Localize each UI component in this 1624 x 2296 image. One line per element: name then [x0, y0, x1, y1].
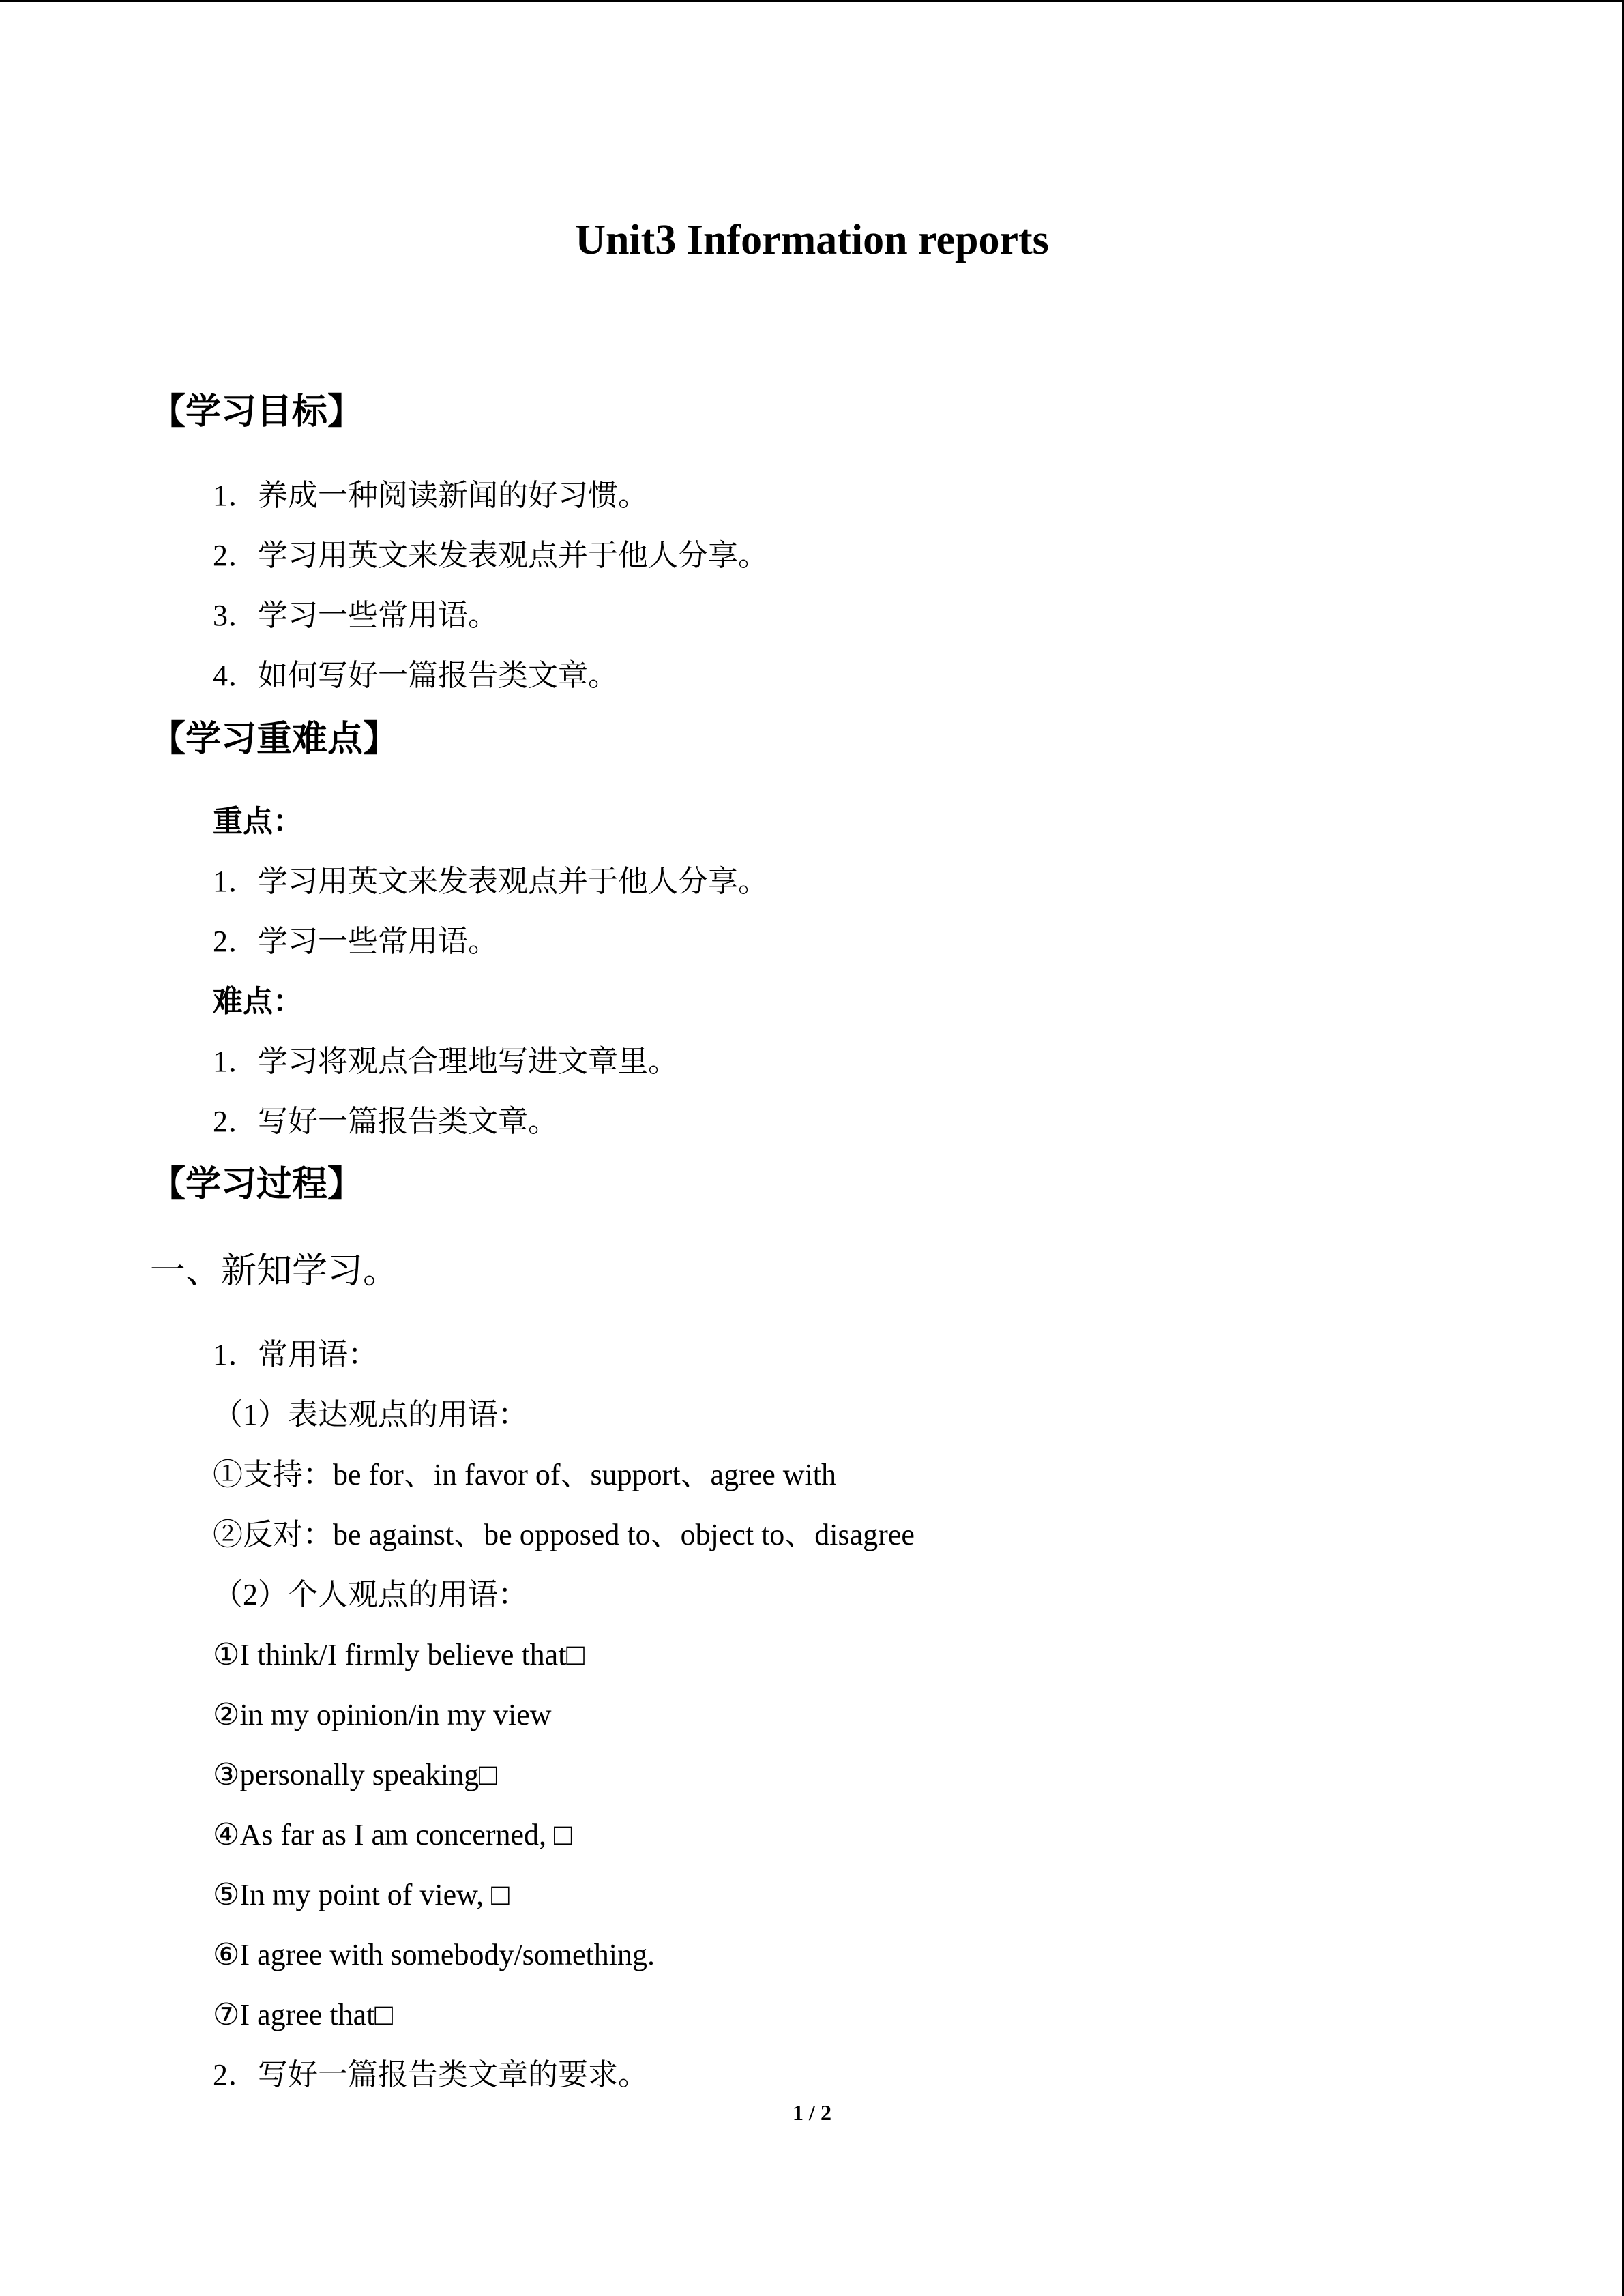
focus-item: 2．学习一些常用语。 [213, 925, 498, 958]
phrase-line: ⑤In my point of view, □ [213, 1878, 510, 1911]
goal-item: 2．学习用英文来发表观点并于他人分享。 [213, 539, 768, 572]
phrase-line: ②in my opinion/in my view [213, 1698, 552, 1731]
focus-item: 1．学习用英文来发表观点并于他人分享。 [213, 865, 768, 898]
goal-item: 4．如何写好一篇报告类文章。 [213, 659, 618, 692]
phrase-line: ③personally speaking□ [213, 1758, 497, 1791]
difficulty-item: 2．写好一篇报告类文章。 [213, 1105, 558, 1138]
focus-label: 重点： [213, 805, 303, 838]
key-points-heading: 【学习重难点】 [150, 720, 399, 759]
phrase-line: ⑦I agree that□ [213, 1998, 393, 2031]
document-title: Unit3 Information reports [575, 217, 1049, 263]
phrase-line: ⑥I agree with somebody/something. [213, 1938, 655, 1971]
phrase-line: ④As far as I am concerned, □ [213, 1818, 572, 1851]
phrase-line: ②反对：be against、be opposed to、object to、disagree [213, 1518, 915, 1551]
goal-item: 1．养成一种阅读新闻的好习惯。 [213, 479, 648, 512]
difficulty-label: 难点： [213, 985, 303, 1018]
goal-item: 3．学习一些常用语。 [213, 599, 498, 632]
process-heading: 【学习过程】 [150, 1165, 364, 1204]
process-item: 1．常用语： [213, 1338, 378, 1371]
process-subheading: （1）表达观点的用语： [213, 1398, 528, 1431]
difficulty-item: 1．学习将观点合理地写进文章里。 [213, 1045, 678, 1078]
part-one-title: 一、新知学习。 [150, 1252, 399, 1291]
goals-heading: 【学习目标】 [150, 393, 364, 432]
page-number: 1 / 2 [793, 2100, 831, 2125]
process-subheading: （2）个人观点的用语： [213, 1578, 528, 1611]
process-item: 2．写好一篇报告类文章的要求。 [213, 2058, 648, 2091]
phrase-line: ①支持：be for、in favor of、support、agree with [213, 1458, 837, 1491]
phrase-line: ①I think/I firmly believe that□ [213, 1638, 585, 1671]
